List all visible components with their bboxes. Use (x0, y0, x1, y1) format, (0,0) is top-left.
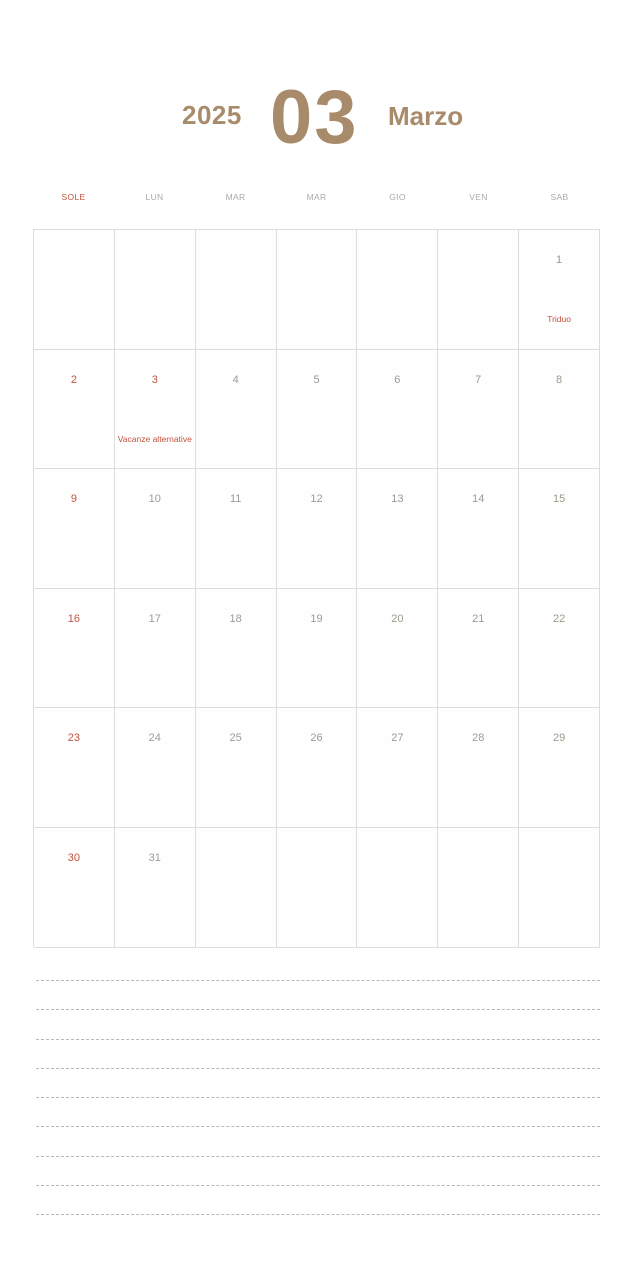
day-cell[interactable] (34, 708, 115, 828)
day-number: 14 (472, 493, 485, 506)
day-cell[interactable] (115, 828, 196, 948)
day-cell[interactable] (34, 828, 115, 948)
day-number: 20 (391, 612, 404, 625)
day-number: 24 (148, 732, 161, 745)
day-cell[interactable] (115, 230, 196, 350)
day-cell[interactable] (277, 589, 358, 709)
day-cell[interactable] (519, 230, 600, 350)
day-cell[interactable] (438, 589, 519, 709)
day-cell[interactable] (277, 708, 358, 828)
calendar-header (0, 75, 634, 160)
day-number: 17 (148, 612, 161, 625)
weekday-friday: VEN (469, 192, 488, 202)
note-line (36, 1214, 600, 1243)
day-cell[interactable] (438, 230, 519, 350)
day-cell[interactable] (519, 828, 600, 948)
day-number: 13 (391, 493, 404, 506)
event-label: Vacanze alternative (117, 433, 192, 444)
day-cell[interactable] (196, 469, 277, 589)
month-number: 03 (270, 75, 359, 160)
day-number: 15 (552, 493, 566, 506)
day-cell[interactable] (438, 350, 519, 470)
day-number: 27 (391, 732, 404, 745)
day-number: 21 (472, 612, 485, 625)
day-number: 8 (556, 373, 563, 386)
day-cell[interactable] (196, 230, 277, 350)
day-number: 10 (148, 493, 161, 506)
calendar-week (34, 230, 600, 350)
day-number: 23 (67, 732, 81, 745)
weekday-tuesday: MAR (225, 192, 246, 202)
day-cell[interactable] (34, 589, 115, 709)
day-cell[interactable] (357, 230, 438, 350)
calendar-week (34, 828, 600, 948)
day-cell[interactable] (519, 589, 600, 709)
day-cell[interactable] (34, 350, 115, 470)
day-cell[interactable] (115, 708, 196, 828)
day-cell[interactable] (277, 828, 358, 948)
calendar-week (34, 350, 600, 470)
day-number: 18 (229, 612, 242, 625)
notes-area[interactable] (36, 980, 600, 1244)
day-cell[interactable] (277, 230, 358, 350)
day-number: 4 (232, 373, 239, 386)
day-cell[interactable] (115, 350, 196, 470)
calendar-week (34, 469, 600, 589)
day-number: 3 (151, 373, 158, 386)
weekday-saturday: SAB (550, 192, 569, 202)
weekday-wednesday: MAR (306, 192, 327, 202)
weekday-monday: LUN (145, 192, 164, 202)
day-number: 6 (394, 373, 401, 386)
day-number: 2 (70, 373, 77, 386)
weekday-sunday: SOLE (61, 192, 86, 202)
note-line (36, 1097, 600, 1126)
day-cell[interactable] (519, 350, 600, 470)
day-cell[interactable] (438, 828, 519, 948)
calendar-grid (33, 229, 600, 947)
day-cell[interactable] (357, 708, 438, 828)
day-number: 16 (67, 612, 81, 625)
weekday-thursday: GIO (389, 192, 406, 202)
day-cell[interactable] (357, 828, 438, 948)
day-cell[interactable] (196, 589, 277, 709)
day-cell[interactable] (438, 708, 519, 828)
note-line (36, 1009, 600, 1038)
day-number: 12 (310, 493, 323, 506)
day-cell[interactable] (519, 708, 600, 828)
day-number: 1 (556, 254, 563, 266)
day-cell[interactable] (115, 589, 196, 709)
day-cell[interactable] (357, 589, 438, 709)
day-number: 31 (148, 851, 161, 864)
day-cell[interactable] (196, 708, 277, 828)
day-cell[interactable] (34, 469, 115, 589)
weekday-header-row (33, 192, 600, 206)
month-name: Marzo (388, 101, 464, 131)
day-number: 29 (552, 732, 566, 745)
note-line (36, 980, 600, 1009)
day-cell[interactable] (277, 469, 358, 589)
day-number: 30 (67, 851, 81, 864)
day-number: 19 (310, 612, 323, 625)
calendar-week (34, 708, 600, 828)
day-number: 28 (472, 732, 485, 745)
day-cell[interactable] (277, 350, 358, 470)
day-cell[interactable] (438, 469, 519, 589)
day-cell[interactable] (357, 350, 438, 470)
day-number: 22 (552, 612, 566, 625)
note-line (36, 1068, 600, 1097)
year-label: 2025 (182, 100, 242, 130)
event-label: Triduo (547, 314, 571, 324)
day-cell[interactable] (519, 469, 600, 589)
day-number: 11 (229, 493, 242, 506)
day-cell[interactable] (34, 230, 115, 350)
day-number: 26 (310, 732, 323, 745)
day-cell[interactable] (115, 469, 196, 589)
day-cell[interactable] (196, 350, 277, 470)
day-number: 25 (229, 732, 242, 745)
day-number: 9 (70, 493, 77, 506)
note-line (36, 1185, 600, 1214)
calendar-week (34, 589, 600, 709)
note-line (36, 1126, 600, 1155)
day-cell[interactable] (196, 828, 277, 948)
day-number: 7 (475, 373, 482, 386)
day-number: 5 (313, 373, 320, 386)
note-line (36, 1156, 600, 1185)
day-cell[interactable] (357, 469, 438, 589)
note-line (36, 1039, 600, 1068)
